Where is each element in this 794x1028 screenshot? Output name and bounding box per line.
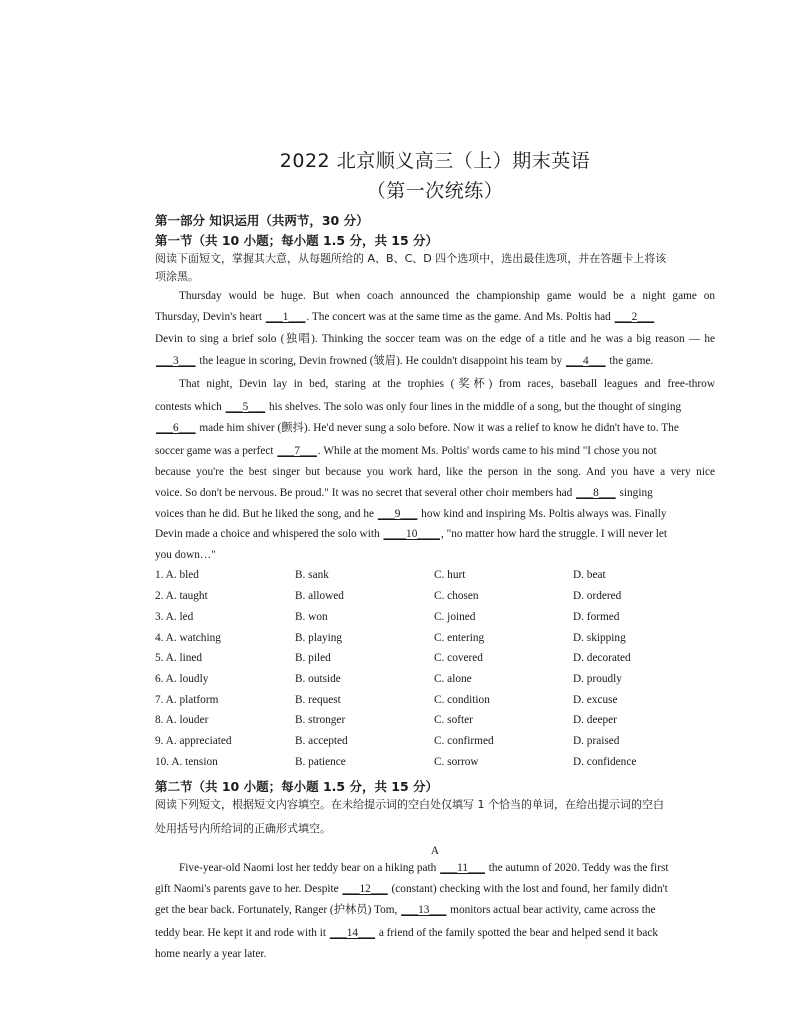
option-c: C. sorrow xyxy=(434,756,479,768)
passage-line: teddy bear. He kept it and rode with it ___14___ a friend of the family spotted the bear and helped send it back xyxy=(155,927,659,939)
option-a: 9. A. appreciated xyxy=(155,735,232,747)
option-b: B. stronger xyxy=(295,714,346,726)
passage-line: Devin made a choice and whispered the solo with ____10____, "no matter how hard the struggle. I will never let xyxy=(155,528,668,540)
option-a: 10. A. tension xyxy=(155,756,218,768)
question-options-9 xyxy=(155,735,755,750)
option-b: B. playing xyxy=(295,632,343,644)
option-d: D. formed xyxy=(573,611,620,623)
option-a: 8. A. louder xyxy=(155,714,209,726)
option-d: D. skipping xyxy=(573,632,626,644)
passage-line: gift Naomi's parents gave to her. Despite ___12___ (constant) checking with the lost and found, her family didn't xyxy=(155,883,668,895)
blank-12: ___12___ xyxy=(342,883,388,895)
section1-instruction-line1: 阅读下面短文，掌握其大意，从每题所给的 A、B、C、D 四个选项中，选出最佳选项，并在答题卡上将该 xyxy=(155,252,667,265)
passage-line: Devin to sing a brief solo (独唱). Thinking the soccer team was on the edge of a title and he was a big reason — he xyxy=(155,333,715,345)
option-c: C. covered xyxy=(434,652,483,664)
option-d: D. ordered xyxy=(573,590,622,602)
question-options-3 xyxy=(155,611,755,626)
option-d: D. deeper xyxy=(573,714,617,726)
passage-line: That night, Devin lay in bed, staring at the trophies (奖杯) from races, baseball leagues and free-throw xyxy=(179,378,715,390)
option-c: C. entering xyxy=(434,632,485,644)
option-a: 6. A. loudly xyxy=(155,673,209,685)
passage-line: voice. So don't be nervous. Be proud." It was no secret that several other choir members had ___8___ singing xyxy=(155,487,653,499)
option-c: C. alone xyxy=(434,673,472,685)
option-b: B. outside xyxy=(295,673,341,685)
question-options-1 xyxy=(155,569,755,584)
option-c: C. chosen xyxy=(434,590,479,602)
section2-heading: 第二节（共 10 小题；每小题 1.5 分，共 15 分） xyxy=(155,779,439,794)
blank-4: ___4___ xyxy=(566,355,606,367)
question-options-7 xyxy=(155,694,755,709)
section2-instruction-line1: 阅读下列短文，根据短文内容填空。在未给提示词的空白处仅填写 1 个恰当的单词，在给出提示词的空白 xyxy=(155,798,664,811)
blank-2: ___2___ xyxy=(614,311,655,323)
passage-label: A xyxy=(430,845,440,857)
section1-heading: 第一节（共 10 小题；每小题 1.5 分，共 15 分） xyxy=(155,233,439,248)
exam-subtitle: （第一次统练） xyxy=(366,180,504,202)
option-b: B. sank xyxy=(295,569,329,581)
option-b: B. allowed xyxy=(295,590,344,602)
option-b: B. won xyxy=(295,611,328,623)
question-options-10 xyxy=(155,756,755,771)
option-b: B. piled xyxy=(295,652,331,664)
option-d: D. decorated xyxy=(573,652,631,664)
blank-11: ___11___ xyxy=(440,862,485,874)
option-a: 2. A. taught xyxy=(155,590,208,602)
option-b: B. request xyxy=(295,694,341,706)
passage-line: ___6___ made him shiver (颤抖). He'd never sung a solo before. Now it was a relief to know he didn't have to. The xyxy=(156,422,679,434)
option-b: B. patience xyxy=(295,756,346,768)
passage-line: voices than he did. But he liked the song, and he ___9___ how kind and inspiring Ms. Poltis always was. Finally xyxy=(155,508,667,520)
passage-line: Thursday would be huge. But when coach announced the championship game would be a night game on xyxy=(179,290,715,302)
option-c: C. confirmed xyxy=(434,735,494,747)
option-a: 7. A. platform xyxy=(155,694,219,706)
question-options-6 xyxy=(155,673,755,688)
passage-line: Thursday, Devin's heart ___1___. The concert was at the same time as the game. And Ms. Poltis had ___2___ xyxy=(155,311,655,323)
option-a: 4. A. watching xyxy=(155,632,221,644)
blank-7: ___7___ xyxy=(277,445,317,457)
option-b: B. accepted xyxy=(295,735,348,747)
blank-1: ___1___ xyxy=(265,311,306,323)
section1-instruction-line2: 项涂黑。 xyxy=(155,270,199,283)
question-options-8 xyxy=(155,714,755,729)
option-d: D. proudly xyxy=(573,673,622,685)
passage-line: soccer game was a perfect ___7___. While at the moment Ms. Poltis' words came to his mind "I chose you not xyxy=(155,445,657,457)
passage-line: because you're the best singer but because you work hard, like the person in the song. And you have a very nice xyxy=(155,466,715,478)
option-c: C. joined xyxy=(434,611,476,623)
blank-9: ___9___ xyxy=(377,508,418,520)
blank-13: ___13___ xyxy=(401,904,447,916)
part1-heading: 第一部分 知识运用（共两节，30 分） xyxy=(155,213,369,228)
blank-5: ___5___ xyxy=(225,401,266,413)
passage-line: you down…" xyxy=(155,549,216,561)
section2-instruction-line2: 处用括号内所给词的正确形式填空。 xyxy=(155,822,331,835)
blank-6: ___6___ xyxy=(156,422,196,434)
blank-10: ____10____ xyxy=(383,528,440,540)
passage-line: contests which ___5___ his shelves. The solo was only four lines in the middle of a song, but the thought of singing xyxy=(155,401,682,413)
exam-title: 2022 北京顺义高三（上）期末英语 xyxy=(279,150,591,172)
question-options-5 xyxy=(155,652,755,667)
passage-line: get the bear back. Fortunately, Ranger (护林员) Tom, ___13___ monitors actual bear activity, came across the xyxy=(155,904,656,916)
blank-8: ___8___ xyxy=(576,487,616,499)
blank-14: ___14___ xyxy=(329,927,375,939)
blank-3: ___3___ xyxy=(156,355,196,367)
option-a: 1. A. bled xyxy=(155,569,199,581)
question-options-2 xyxy=(155,590,755,605)
question-options-4 xyxy=(155,632,755,647)
passage-line: home nearly a year later. xyxy=(155,948,267,960)
option-c: C. hurt xyxy=(434,569,466,581)
passage-line: ___3___ the league in scoring, Devin frowned (皱眉). He couldn't disappoint his team by ___4___ the game. xyxy=(156,355,654,367)
option-a: 5. A. lined xyxy=(155,652,203,664)
option-d: D. excuse xyxy=(573,694,618,706)
option-d: D. beat xyxy=(573,569,606,581)
option-a: 3. A. led xyxy=(155,611,194,623)
option-d: D. praised xyxy=(573,735,620,747)
option-c: C. condition xyxy=(434,694,490,706)
passage-line: Five-year-old Naomi lost her teddy bear on a hiking path ___11___ the autumn of 2020. Teddy was the first xyxy=(179,862,669,874)
option-d: D. confidence xyxy=(573,756,637,768)
option-c: C. softer xyxy=(434,714,473,726)
